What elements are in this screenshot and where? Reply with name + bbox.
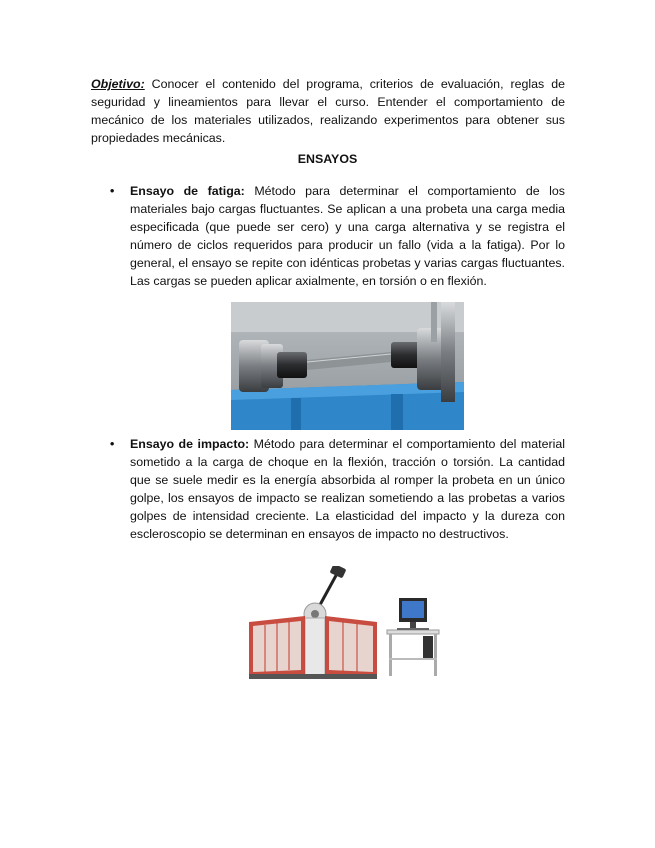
fatigue-description: Método para determinar el comportamiento de los materiales bajo cargas fluctuantes. Se aplican a una probeta una carga media especificada (que puede ser cero) y una carga alternativa y se registra el número de ciclos requeridos para producir un fallo (vida a la fatiga). Por lo general, el ensayo se repite con idénticas probetas y varias cargas fluctuantes. Las cargas se pueden aplicar axialmente, en torsión o en flexión. [130, 184, 565, 288]
objective-text: Conocer el contenido del programa, criterios de evaluación, reglas de seguridad y lineamientos para llevar el curso. Entender el comportamiento de mecánico de los materiales utilizados, realizando experimentos para obtener sus propiedades mecánicas. [91, 77, 565, 145]
impact-term: Ensayo de impacto: [130, 437, 250, 451]
bullet-icon: • [110, 184, 115, 198]
bullet-fatigue-test [110, 182, 565, 290]
section-heading: ENSAYOS [297, 152, 358, 166]
impact-description: Método para determinar el comportamiento del material sometido a la carga de choque en la flexión, tracción o torsión. La cantidad que se suele medir es la energía absorbida al romper la probeta en un único golpe, los ensayos de impacto se realizan sometiendo a las probetas a varios golpes de intensidad creciente. La elasticidad del impacto y la dureza con escleroscopio se determinan en ensayos de impacto no destructivos. [130, 437, 565, 541]
bullet-impact-test [110, 435, 565, 543]
fatigue-test-photo [231, 302, 464, 430]
objective-paragraph [91, 75, 565, 147]
objective-label: Objetivo: [91, 77, 145, 91]
fatigue-term: Ensayo de fatiga: [130, 184, 245, 198]
bullet-icon: • [110, 437, 115, 451]
impact-test-photo [247, 566, 443, 681]
